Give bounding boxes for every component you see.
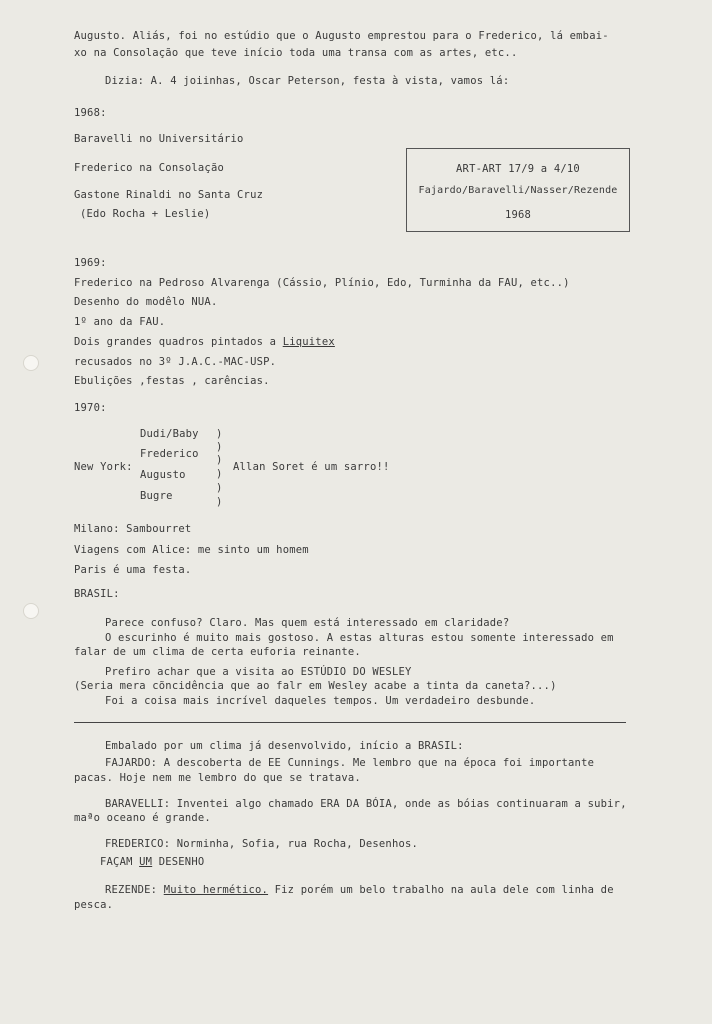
bracket-glyph: ): [216, 496, 223, 508]
text-line: falar de um clima de certa euforia reinante.: [74, 646, 361, 658]
text-line: (Edo Rocha + Leslie): [80, 208, 211, 220]
text-line: 1º ano da FAU.: [74, 316, 166, 328]
text-line: Frederico: [140, 448, 199, 460]
year-heading-1968: 1968:: [74, 107, 107, 119]
text-line: [100, 856, 204, 868]
text-line: Desenho do modêlo NUA.: [74, 296, 218, 308]
text-line: Augusto. Aliás, foi no estúdio que o Augusto emprestou para o Frederico, lá embai-: [74, 30, 609, 42]
text-line: Milano: Sambourret: [74, 523, 192, 535]
text-line: Augusto: [140, 469, 186, 481]
text-line: Frederico na Consolação: [74, 162, 224, 174]
text-line: New York:: [74, 461, 133, 473]
text-line: xo na Consolação que teve início toda uma transa com as artes, etc..: [74, 47, 518, 59]
text-line: Frederico na Pedroso Alvarenga (Cássio, Plínio, Edo, Turminha da FAU, etc..): [74, 277, 570, 289]
text-line: Dudi/Baby: [140, 428, 199, 440]
binder-hole-bottom: [23, 603, 39, 619]
exhibition-dates: ART-ART 17/9 a 4/10: [456, 163, 580, 175]
text-line: Prefiro achar que a visita ao ESTÚDIO DO WESLEY: [105, 666, 412, 678]
text-line: [74, 336, 335, 348]
text-line: [105, 884, 614, 896]
year-heading-1970: 1970:: [74, 402, 107, 414]
underlined-word: UM: [139, 856, 153, 868]
text-line: Gastone Rinaldi no Santa Cruz: [74, 189, 264, 201]
section-heading-brasil: BRASIL:: [74, 588, 120, 600]
text-line: Bugre: [140, 490, 173, 502]
text-line: FREDERICO: Norminha, Sofia, rua Rocha, Desenhos.: [105, 838, 419, 850]
bracket-glyph: ): [216, 441, 223, 453]
text-line: Parece confuso? Claro. Mas quem está interessado em claridade?: [105, 617, 510, 629]
text-line: Foi a coisa mais incrível daqueles tempos. Um verdadeiro desbunde.: [105, 695, 536, 707]
text-fragment: FAÇAM: [100, 856, 133, 868]
text-line: Embalado por um clima já desenvolvido, início a BRASIL:: [105, 740, 464, 752]
text-line: BARAVELLI: Inventei algo chamado ERA DA BÓIA, onde as bóias continuaram a subir,: [105, 798, 627, 810]
exhibition-box: [406, 148, 630, 232]
binder-hole-top: [23, 355, 39, 371]
text-fragment: Dois grandes quadros pintados a: [74, 336, 277, 348]
bracket-glyph: ): [216, 454, 223, 466]
text-line: pesca.: [74, 899, 114, 911]
bracket-glyph: ): [216, 468, 223, 480]
text-line: O escurinho é muito mais gostoso. A estas alturas estou somente interessado em: [105, 632, 614, 644]
text-line: Paris é uma festa.: [74, 564, 192, 576]
bracket-glyph: ): [216, 482, 223, 494]
exhibition-artists: Fajardo/Baravelli/Nasser/Rezende: [418, 185, 618, 196]
text-line: Viagens com Alice: me sinto um homem: [74, 544, 309, 556]
text-fragment: Fiz porém um belo trabalho na aula dele com linha de: [274, 884, 614, 896]
text-line: Allan Soret é um sarro!!: [233, 461, 390, 473]
text-line: FAJARDO: A descoberta de EE Cunnings. Me lembro que na época foi importante: [105, 757, 595, 769]
text-line: Baravelli no Universitário: [74, 133, 244, 145]
underlined-phrase: Muito hermético.: [163, 884, 269, 896]
text-line: (Seria mera cõncidência que ao falr em Wesley acabe a tinta da caneta?...): [74, 680, 557, 692]
year-heading-1969: 1969:: [74, 257, 107, 269]
text-line: recusados no 3º J.A.C.-MAC-USP.: [74, 356, 277, 368]
bracket-glyph: ): [216, 428, 223, 440]
text-line: Dizia: A. 4 joiinhas, Oscar Peterson, festa à vista, vamos lá:: [105, 75, 510, 87]
text-fragment: DESENHO: [158, 856, 205, 868]
text-line: Ebulições ,festas , carências.: [74, 375, 270, 387]
exhibition-year: 1968: [504, 209, 532, 221]
horizontal-rule: [74, 722, 626, 723]
text-fragment: REZENDE:: [105, 884, 158, 896]
underlined-word: Liquitex: [282, 336, 335, 348]
text-line: maªo oceano é grande.: [74, 812, 211, 824]
text-line: pacas. Hoje nem me lembro do que se tratava.: [74, 772, 361, 784]
